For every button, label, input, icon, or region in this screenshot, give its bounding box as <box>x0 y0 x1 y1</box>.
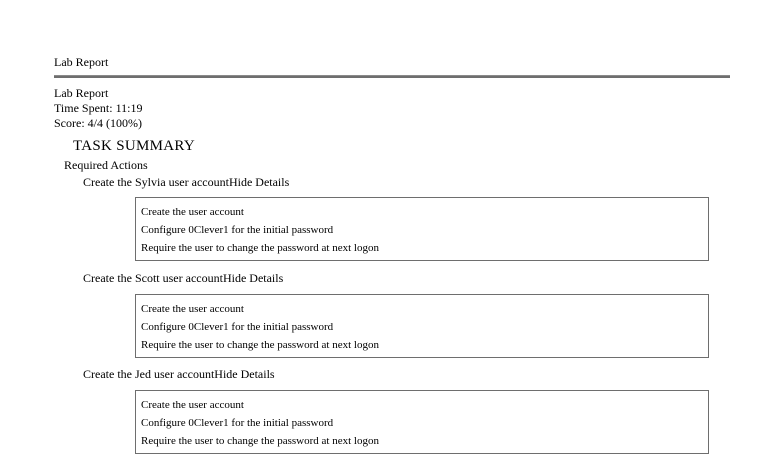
detail-line: Create the user account <box>141 399 244 411</box>
required-actions-label: Required Actions <box>64 158 148 172</box>
hide-details-link[interactable]: Hide Details <box>228 175 290 189</box>
report-meta <box>54 86 142 131</box>
task-details-box <box>135 294 709 358</box>
detail-line: Require the user to change the password at next logon <box>141 435 379 447</box>
page-header-title: Lab Report <box>54 55 109 69</box>
detail-line: Configure 0Clever1 for the initial password <box>141 224 334 236</box>
task-title: Create the Jed user account <box>83 367 215 381</box>
detail-line: Configure 0Clever1 for the initial password <box>141 417 334 429</box>
time-spent: Time Spent: 11:19 <box>54 101 143 115</box>
header-divider <box>54 75 730 78</box>
task-title: Create the Sylvia user account <box>83 175 229 189</box>
task-details-box <box>135 390 709 454</box>
task-item-jed <box>83 367 275 382</box>
task-summary-heading: TASK SUMMARY <box>73 138 196 154</box>
hide-details-link[interactable]: Hide Details <box>222 271 284 285</box>
detail-line: Configure 0Clever1 for the initial password <box>141 321 334 333</box>
task-item-sylvia <box>83 175 289 190</box>
report-name: Lab Report <box>54 86 109 100</box>
detail-line: Create the user account <box>141 303 244 315</box>
task-details-box <box>135 197 709 261</box>
hide-details-link[interactable]: Hide Details <box>214 367 275 381</box>
detail-line: Require the user to change the password at next logon <box>141 242 379 254</box>
score: Score: 4/4 (100%) <box>54 116 142 130</box>
detail-line: Create the user account <box>141 206 244 218</box>
task-title: Create the Scott user account <box>83 271 223 285</box>
task-item-scott <box>83 271 283 286</box>
detail-line: Require the user to change the password at next logon <box>141 339 379 351</box>
